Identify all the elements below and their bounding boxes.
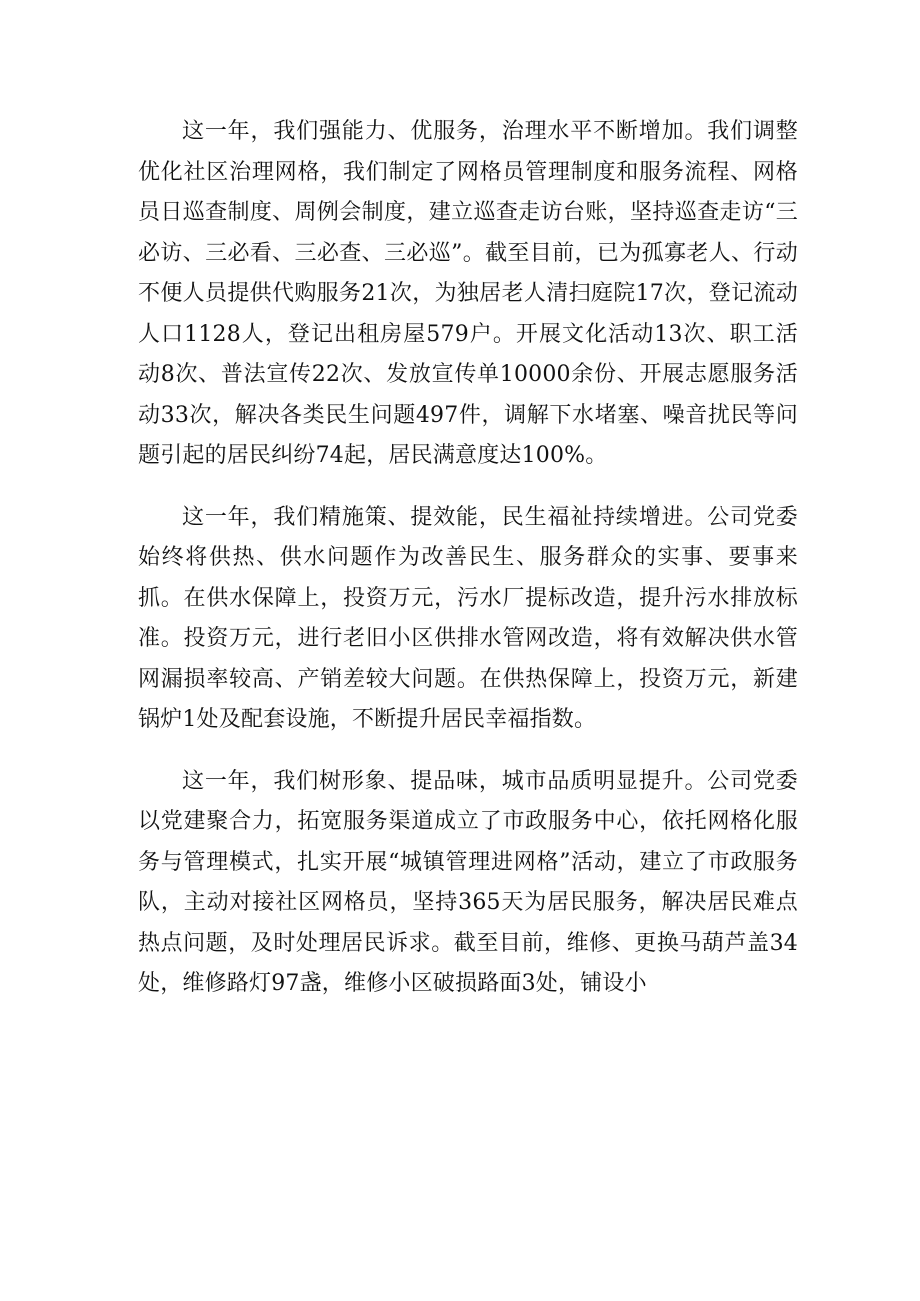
- paragraph-governance: 这一年，我们强能力、优服务，治理水平不断增加。我们调整优化社区治理网格，我们制定了网格员管理制度和服务流程、网格员日巡查制度、周例会制度，建立巡查走访台账，坚持巡查走访“三必访、三必看、三必查、三必巡”。截至目前，已为孤寡老人、行动不便人员提供代购服务21次，为独居老人清扫庭院17次，登记流动人口1128人，登记出租房屋579户。开展文化活动13次、职工活动8次、普法宣传22次、发放宣传单10000余份、开展志愿服务活动33次，解决各类民生问题497件，调解下水堵塞、噪音扰民等问题引起的居民纠纷74起，居民满意度达100%。: [138, 119, 798, 468]
- paragraph-livelihood: 这一年，我们精施策、提效能，民生福祉持续增进。公司党委始终将供热、供水问题作为改善民生、服务群众的实事、要事来抓。在供水保障上，投资万元，污水厂提标改造，提升污水排放标准。投资万元，进行老旧小区供排水管网改造，将有效解决供水管网漏损率较高、产销差较大问题。在供热保障上，投资万元，新建锅炉1处及配套设施，不断提升居民幸福指数。: [138, 504, 798, 732]
- document-body: [138, 112, 798, 1005]
- paragraph-city-quality: 这一年，我们树形象、提品味，城市品质明显提升。公司党委以党建聚合力，拓宽服务渠道成立了市政服务中心，依托网格化服务与管理模式，扎实开展“城镇管理进网格”活动，建立了市政服务队，主动对接社区网格员，坚持365天为居民服务，解决居民难点热点问题，及时处理居民诉求。截至目前，维修、更换马葫芦盖34处，维修路灯97盏，维修小区破损路面3处，铺设小: [138, 768, 798, 996]
